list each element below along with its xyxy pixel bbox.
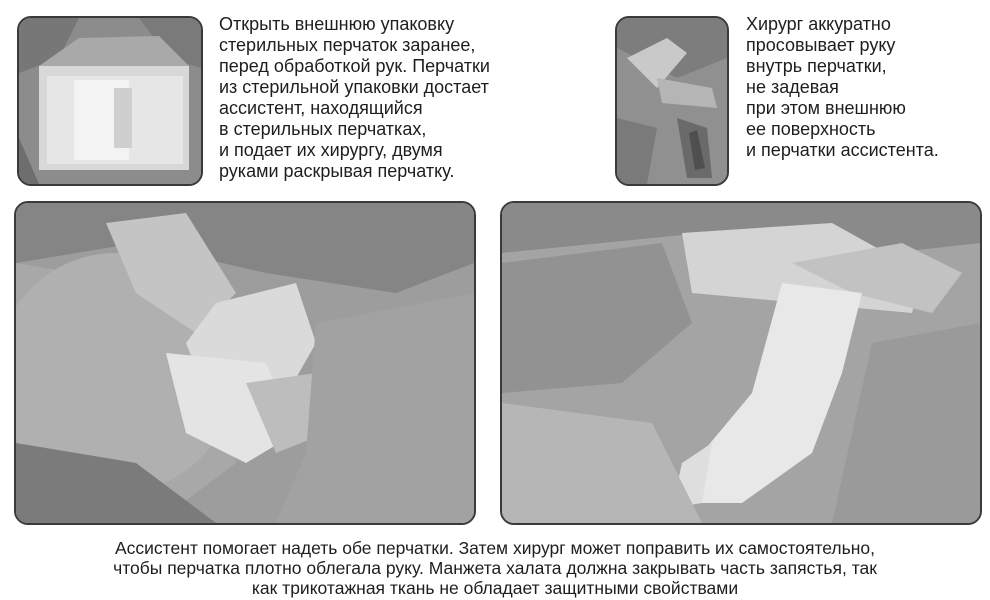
caption-line: как трикотажная ткань не обладает защитными свойствами bbox=[251, 578, 739, 598]
caption-line: стерильных перчаток заранее, bbox=[219, 35, 476, 55]
caption-line: ее поверхность bbox=[746, 119, 876, 139]
caption-line: Открыть внешнюю упаковку bbox=[219, 14, 455, 34]
caption-line: при этом внешнюю bbox=[746, 98, 906, 118]
caption-line: внутрь перчатки, bbox=[746, 56, 887, 76]
assistant-holding-glove-photo bbox=[14, 201, 476, 525]
caption-line: руками раскрывая перчатку. bbox=[219, 161, 455, 181]
caption-line: из стерильной упаковки достает bbox=[219, 77, 489, 97]
sterile-glove-package-photo bbox=[17, 16, 203, 186]
caption-line: в стерильных перчатках, bbox=[219, 119, 427, 139]
caption-line: просовывает руку bbox=[746, 35, 896, 55]
caption-glove-package bbox=[219, 14, 490, 182]
caption-line: и подает их хирургу, двумя bbox=[219, 140, 443, 160]
caption-line: не задевая bbox=[746, 77, 839, 97]
caption-surgeon-inserting-hand bbox=[746, 14, 939, 161]
surgeon-inserting-hand-photo bbox=[615, 16, 729, 186]
caption-line: перед обработкой рук. Перчатки bbox=[219, 56, 490, 76]
caption-line: и перчатки ассистента. bbox=[746, 140, 939, 160]
caption-line: Хирург аккуратно bbox=[746, 14, 891, 34]
caption-line: ассистент, находящийся bbox=[219, 98, 423, 118]
gloved-hand-photo bbox=[500, 201, 982, 525]
caption-assistant-helps bbox=[0, 538, 990, 598]
caption-line: чтобы перчатка плотно облегала руку. Манжета халата должна закрывать часть запястья, так bbox=[113, 558, 877, 578]
caption-line: Ассистент помогает надеть обе перчатки. Затем хирург может поправить их самостоятельно, bbox=[114, 538, 876, 558]
